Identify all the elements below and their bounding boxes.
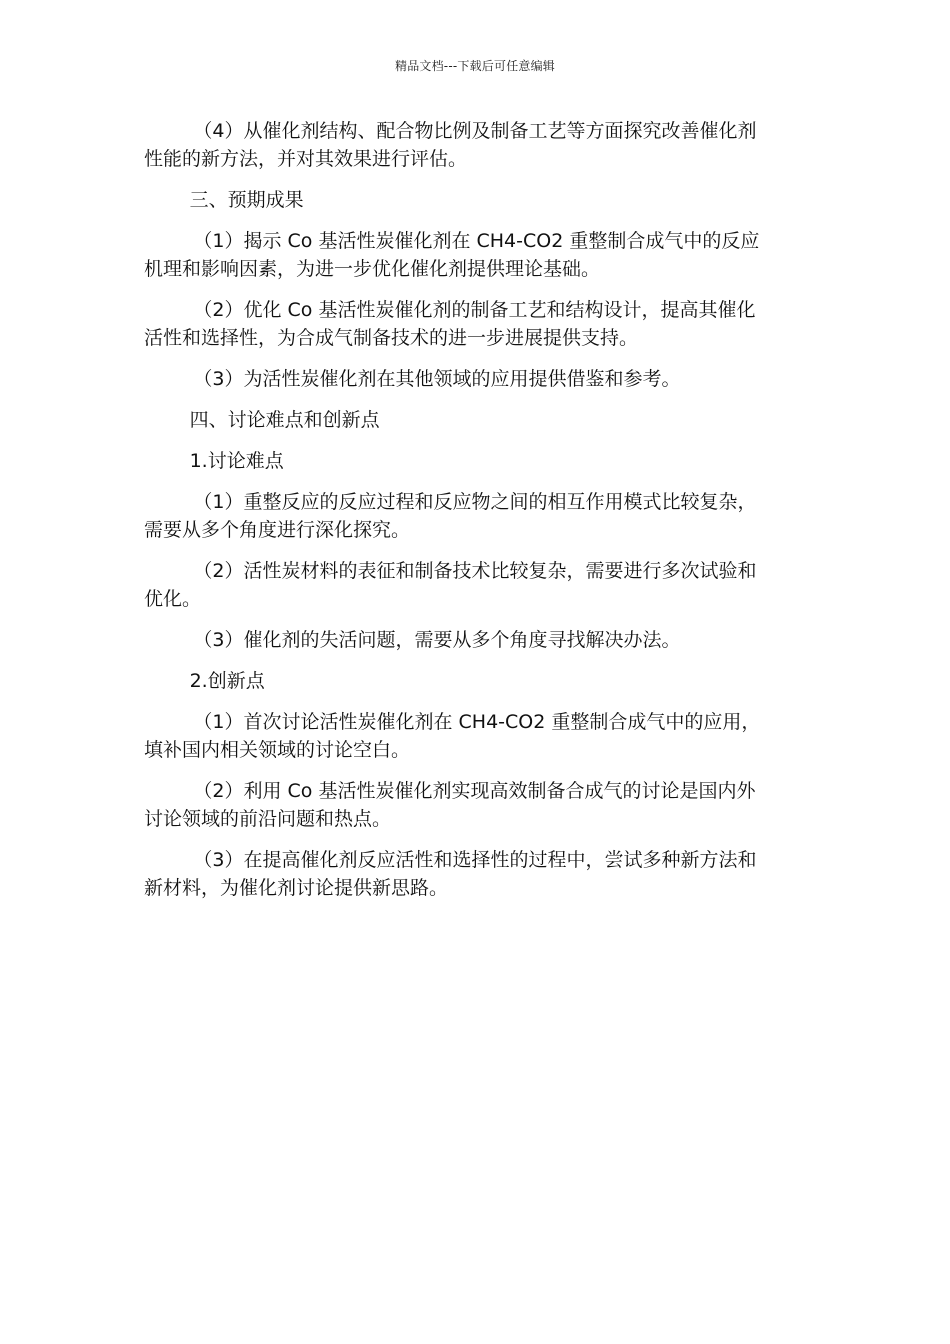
paragraph-line: 新材料，为催化剂讨论提供新思路。 (144, 877, 449, 899)
paragraph (144, 296, 809, 352)
document-body (144, 117, 809, 915)
paragraph (144, 227, 809, 283)
paragraph (144, 557, 809, 613)
paragraph-line: 填补国内相关领域的讨论空白。 (144, 739, 411, 761)
paragraph-line: （2）优化 Co 基活性炭催化剂的制备工艺和结构设计，提高其催化 (193, 299, 756, 321)
paragraph-line: 优化。 (144, 588, 202, 610)
paragraph (144, 117, 809, 173)
paragraph (144, 488, 809, 544)
paragraph-line: （1）首次讨论活性炭催化剂在 CH4-CO2 重整制合成气中的应用， (193, 711, 761, 733)
paragraph-line: （1）重整反应的反应过程和反应物之间的相互作用模式比较复杂， (193, 491, 757, 513)
subsection-heading (144, 667, 809, 695)
paragraph (144, 708, 809, 764)
paragraph-line: （2）利用 Co 基活性炭催化剂实现高效制备合成气的讨论是国内外 (193, 780, 756, 802)
paragraph-line: （1）揭示 Co 基活性炭催化剂在 CH4-CO2 重整制合成气中的反应 (193, 230, 760, 252)
subsection-heading (144, 447, 809, 475)
paragraph (144, 626, 809, 654)
paragraph (144, 846, 809, 902)
paragraph-line: 性能的新方法，并对其效果进行评估。 (144, 148, 468, 170)
paragraph-line: （3）在提高催化剂反应活性和选择性的过程中，尝试多种新方法和 (193, 849, 757, 871)
heading-text: 三、预期成果 (189, 189, 304, 211)
paragraph-line: 讨论领域的前沿问题和热点。 (144, 808, 392, 830)
section-heading (144, 186, 809, 214)
page-header: 精品文档---下载后可任意编辑 (395, 59, 555, 73)
heading-text: 2.创新点 (189, 670, 265, 692)
paragraph-line: 活性和选择性，为合成气制备技术的进一步进展提供支持。 (144, 327, 639, 349)
heading-text: 1.讨论难点 (189, 450, 284, 472)
paragraph-line: （3）催化剂的失活问题，需要从多个角度寻找解决办法。 (193, 629, 681, 651)
paragraph-line: （4）从催化剂结构、配合物比例及制备工艺等方面探究改善催化剂 (193, 120, 757, 142)
section-heading (144, 406, 809, 434)
paragraph-line: （2）活性炭材料的表征和制备技术比较复杂，需要进行多次试验和 (193, 560, 757, 582)
heading-text: 四、讨论难点和创新点 (189, 409, 380, 431)
paragraph-line: （3）为活性炭催化剂在其他领域的应用提供借鉴和参考。 (193, 368, 681, 390)
paragraph-line: 机理和影响因素，为进一步优化催化剂提供理论基础。 (144, 258, 601, 280)
paragraph-line: 需要从多个角度进行深化探究。 (144, 519, 411, 541)
paragraph (144, 365, 809, 393)
paragraph (144, 777, 809, 833)
